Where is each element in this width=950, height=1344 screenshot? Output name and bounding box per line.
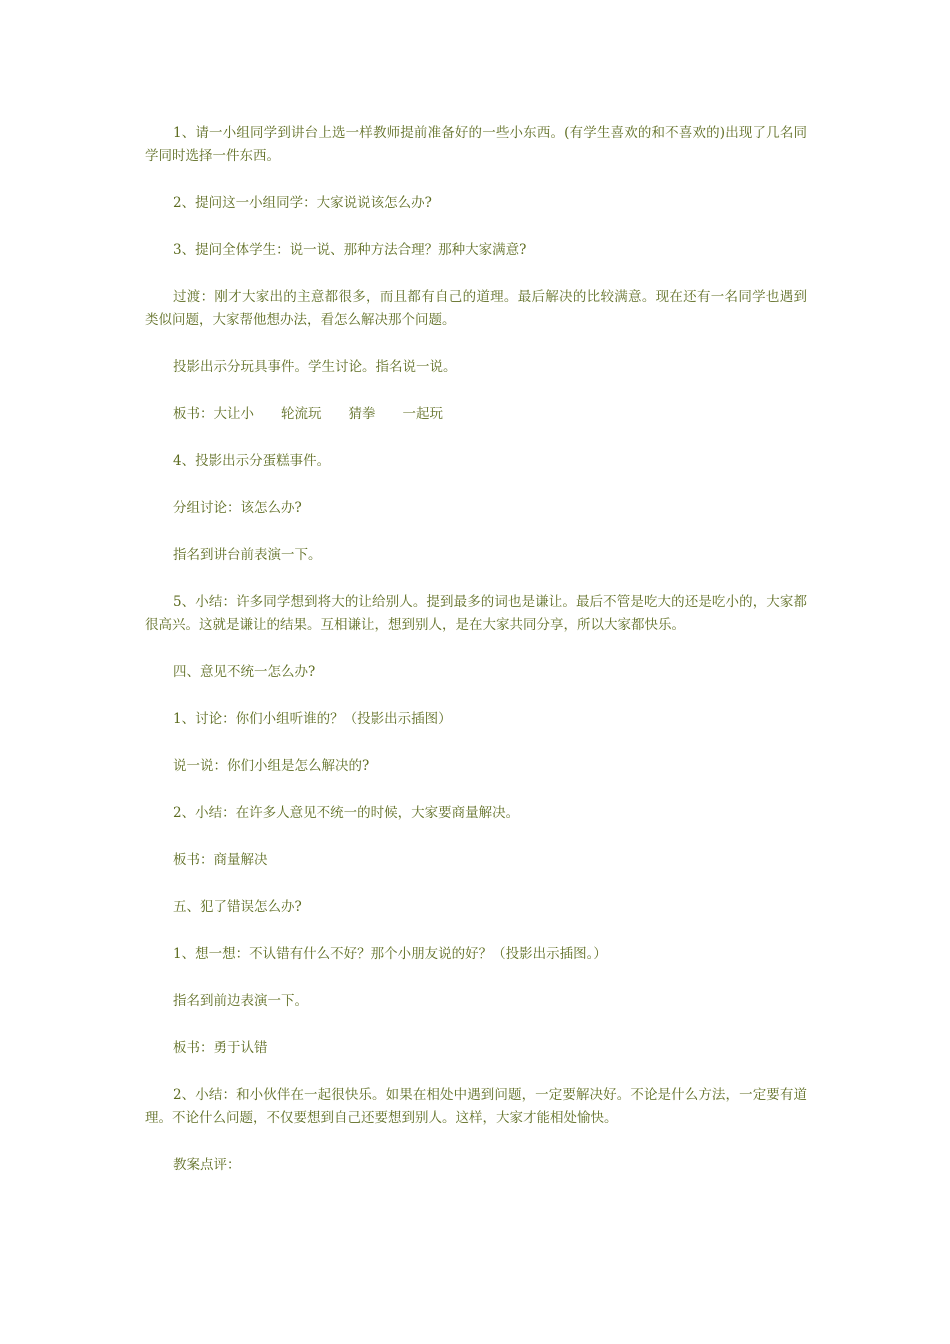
paragraph-7: 4、投影出示分蛋糕事件。 (173, 453, 331, 469)
paragraph-19: 板书：勇于认错 (173, 1040, 268, 1056)
paragraph-16: 五、犯了错误怎么办? (173, 899, 302, 915)
paragraph-10: 5、小结：许多同学想到将大的让给别人。提到最多的词也是谦让。最后不管是吃大的还是吃小的，大家都很高兴。这就是谦让的结果。互相谦让，想到别人，是在大家共同分享，所以大家都快乐。 (145, 594, 807, 633)
paragraph-8: 分组讨论：该怎么办? (173, 500, 302, 516)
paragraph-5: 投影出示分玩具事件。学生讨论。指名说一说。 (173, 359, 457, 375)
paragraph-21: 教案点评： (173, 1157, 241, 1173)
paragraph-14: 2、小结：在许多人意见不统一的时候，大家要商量解决。 (173, 805, 520, 821)
paragraph-2: 2、提问这一小组同学：大家说说该怎么办? (173, 195, 432, 211)
paragraph-4: 过渡：刚才大家出的主意都很多，而且都有自己的道理。最后解决的比较满意。现在还有一名同学也遇到类似问题，大家帮他想办法，看怎么解决那个问题。 (145, 289, 807, 328)
paragraph-6: 板书：大让小 轮流玩 猜拳 一起玩 (173, 406, 443, 422)
paragraph-18: 指名到前边表演一下。 (173, 993, 308, 1009)
paragraph-11: 四、意见不统一怎么办? (173, 664, 316, 680)
paragraph-1: 1、请一小组同学到讲台上选一样教师提前准备好的一些小东西。(有学生喜欢的和不喜欢的)出现了几名同学同时选择一件东西。 (145, 125, 807, 164)
paragraph-15: 板书：商量解决 (173, 852, 268, 868)
paragraph-3: 3、提问全体学生：说一说、那种方法合理？那种大家满意? (173, 242, 527, 258)
paragraph-9: 指名到讲台前表演一下。 (173, 547, 322, 563)
paragraph-12: 1、讨论：你们小组听谁的？（投影出示插图） (173, 711, 452, 727)
paragraph-20: 2、小结：和小伙伴在一起很快乐。如果在相处中遇到问题，一定要解决好。不论是什么方法，一定要有道理。不论什么问题，不仅要想到自己还要想到别人。这样，大家才能相处愉快。 (145, 1087, 807, 1126)
paragraph-13: 说一说：你们小组是怎么解决的? (173, 758, 370, 774)
paragraph-17: 1、想一想：不认错有什么不好？那个小朋友说的好？（投影出示插图。） (173, 946, 607, 962)
document-body (145, 122, 807, 1201)
